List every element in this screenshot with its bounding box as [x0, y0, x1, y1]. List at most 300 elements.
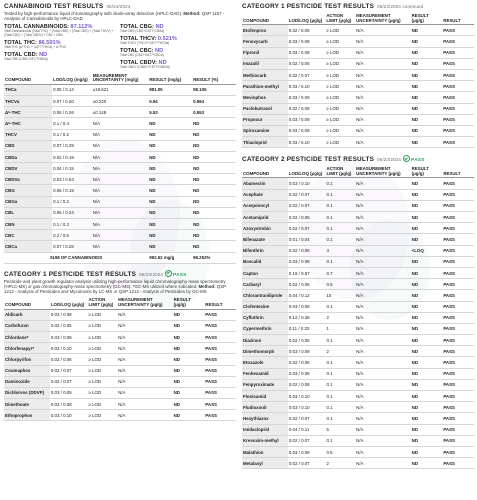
compound-name: Chlordane*: [4, 331, 50, 342]
compound-name: Aldicarb: [4, 309, 50, 320]
table-cell: N/A: [355, 178, 410, 189]
table-cell: ≥ LOD: [87, 309, 117, 320]
table-row: [4, 241, 236, 252]
table-cell: 0.02 / 0.07: [288, 413, 326, 424]
table-cell: ≥ LOD: [325, 47, 355, 58]
table-header-row: [4, 297, 236, 309]
total-item: [120, 48, 236, 58]
compound-name: Cyfluthrin: [242, 312, 288, 323]
table-cell: 0.03 / 0.10: [288, 81, 326, 92]
table-cell: ≥ LOD: [325, 92, 355, 103]
table-cell: N/A: [117, 410, 172, 421]
table-cell: ND: [173, 354, 205, 365]
table-cell: ND: [411, 346, 443, 357]
table-row: [242, 92, 474, 103]
compound-name: THCVa: [4, 95, 52, 106]
table-cell: ND: [192, 118, 236, 129]
table-cell: 0.1: [325, 402, 355, 413]
table-cell: 0.19 / 0.57: [288, 267, 326, 278]
test-date: 06/23/2024: [139, 271, 164, 277]
table-cell: N/A: [355, 200, 410, 211]
test-date: 06/23/2024: [377, 157, 402, 163]
table-cell: ND: [411, 114, 443, 125]
table-row: [242, 103, 474, 114]
table-cell: 0.1: [325, 391, 355, 402]
table-row: [242, 435, 474, 446]
table-cell: 0.1 / 0.4: [52, 118, 92, 129]
compound-name: Δ⁹-THC: [4, 107, 52, 118]
table-cell: ≥ LOD: [325, 58, 355, 69]
compound-name: CBN: [4, 219, 52, 230]
pass-badge: [165, 270, 187, 278]
table-header-row: [242, 166, 474, 178]
table-cell: N/A: [355, 458, 410, 469]
table-cell: 0.03 / 0.53: [52, 174, 92, 185]
table-cell: PASS: [204, 376, 236, 387]
table-cell: 0.1: [325, 335, 355, 346]
table-cell: 0.02 / 0.06: [288, 379, 326, 390]
table-cell: PASS: [442, 267, 474, 278]
total-item: [120, 24, 236, 34]
column-header: COMPOUND: [242, 13, 288, 25]
table-row: [242, 391, 474, 402]
table-cell: 0.07 / 0.28: [52, 241, 92, 252]
table-cell: 0.03 / 0.10: [50, 343, 88, 354]
totals-left: [4, 22, 120, 69]
table-cell: N/A: [355, 92, 411, 103]
total-value: ND: [155, 24, 164, 31]
table-row: [4, 410, 236, 421]
cat2-pesticide-table: [242, 166, 474, 469]
table-cell: 0.1: [325, 413, 355, 424]
table-cell: N/A: [92, 196, 148, 207]
right-column: [242, 0, 474, 469]
table-cell: ND: [192, 174, 236, 185]
compound-name: Etofenprox: [242, 25, 288, 36]
cannabinoid-table: [4, 73, 236, 264]
compound-name: Parathion-methyl: [242, 81, 288, 92]
table-cell: PASS: [442, 379, 474, 390]
table-row: [4, 163, 236, 174]
table-cell: ≥ LOD: [87, 354, 117, 365]
total-formula: Total CBC (CBC+0.877*CBCa): [120, 53, 164, 57]
table-cell: N/A: [92, 185, 148, 196]
compound-name: Chlorfenapyr*: [4, 343, 50, 354]
table-cell: N/A: [117, 376, 172, 387]
total-name: TOTAL CBC:: [120, 48, 154, 54]
table-cell: ND: [148, 140, 192, 151]
compound-name: Daminozide: [4, 376, 50, 387]
table-cell: ND: [411, 323, 443, 334]
table-cell: ≥ LOD: [325, 114, 355, 125]
table-cell: ND: [192, 230, 236, 241]
table-cell: 0.1: [325, 368, 355, 379]
table-row: [4, 320, 236, 331]
table-cell: PASS: [442, 256, 474, 267]
table-cell: ≥ LOD: [87, 376, 117, 387]
table-cell: 0.1: [325, 301, 355, 312]
compound-name: Fenpyroximate: [242, 379, 288, 390]
table-cell: N/A: [355, 391, 410, 402]
test-date: 06/23/2024 continued: [377, 4, 424, 9]
table-cell: ND: [192, 140, 236, 151]
table-row: [242, 413, 474, 424]
table-cell: N/A: [355, 346, 410, 357]
table-cell: 981.05: [148, 84, 192, 95]
table-cell: 0.02 / 0.06: [50, 354, 88, 365]
compound-name: CBDV: [4, 163, 52, 174]
column-header: MEASUREMENT UNCERTAINTY (mg/g): [92, 73, 148, 85]
table-cell: ND: [192, 196, 236, 207]
table-cell: PASS: [442, 137, 474, 148]
table-cell: ≥ LOD: [325, 81, 355, 92]
table-cell: N/A: [92, 118, 148, 129]
table-cell: ND: [411, 379, 443, 390]
table-cell: ND: [192, 185, 236, 196]
check-circle-icon: [403, 155, 410, 162]
compound-name: Azoxystrobin: [242, 223, 288, 234]
total-formula: Total CBDV (CBDV+0.877*CBDVa): [120, 64, 170, 69]
table-cell: 0.1: [325, 223, 355, 234]
table-cell: ND: [411, 69, 443, 80]
table-cell: PASS: [204, 343, 236, 354]
table-cell: ND: [411, 290, 443, 301]
table-cell: ND: [411, 234, 443, 245]
table-cell: N/A: [355, 189, 410, 200]
compound-name: CBDa: [4, 151, 52, 162]
total-formula: Total THCV (THCV+0.877*THCVa): [120, 41, 170, 46]
table-cell: ND: [411, 413, 443, 424]
total-formula: Total Cannabinoids (Total THC) + (Total CBD) + (Total CBG) + (Total THCV) + (Total CBC) + (Total CBDV) + CBL + CBN: [4, 29, 114, 38]
table-row: [4, 219, 236, 230]
table-cell: 2: [325, 312, 355, 323]
compound-name: Acequinocyl: [242, 200, 288, 211]
table-cell: PASS: [442, 435, 474, 446]
table-cell: 0.02 / 0.07: [288, 435, 326, 446]
table-row: [242, 234, 474, 245]
table-cell: N/A: [92, 140, 148, 151]
table-cell: ≥ LOD: [325, 125, 355, 136]
table-cell: 0.03 / 0.09: [288, 446, 326, 457]
table-cell: N/A: [92, 151, 148, 162]
table-cell: N/A: [355, 103, 411, 114]
column-header: LOD/LOQ (μg/g): [50, 297, 88, 309]
table-cell: 0.5: [325, 279, 355, 290]
compound-name: Flonicamid: [242, 391, 288, 402]
table-cell: N/A: [92, 230, 148, 241]
table-cell: PASS: [442, 458, 474, 469]
table-cell: 0.03 / 0.10: [288, 137, 326, 148]
table-cell: 0.03 / 0.09: [288, 92, 326, 103]
compound-name: Chlorpyrifos: [4, 354, 50, 365]
total-item: [4, 24, 120, 38]
table-cell: PASS: [204, 354, 236, 365]
pass-badge: [403, 155, 425, 163]
table-row: [4, 399, 236, 410]
compound-name: Captan: [242, 267, 288, 278]
table-cell: PASS: [442, 125, 474, 136]
column-header: COMPOUND: [4, 73, 52, 85]
table-cell: ND: [173, 376, 205, 387]
table-cell: N/A: [355, 301, 410, 312]
table-cell: 0.2 / 0.5: [52, 230, 92, 241]
table-cell: ±19.621: [92, 84, 148, 95]
compound-name: Propoxur: [242, 114, 288, 125]
table-cell: N/A: [117, 354, 172, 365]
section-title-text: CATEGORY 1 PESTICIDE TEST RESULTS: [4, 270, 137, 278]
table-cell: N/A: [355, 312, 410, 323]
table-row: [4, 174, 236, 185]
table-cell: PASS: [442, 368, 474, 379]
compound-name: Abamectin: [242, 178, 288, 189]
compound-name: Bifenthrin: [242, 245, 288, 256]
table-cell: 0.11 / 0.32: [288, 323, 326, 334]
table-cell: N/A: [117, 331, 172, 342]
compound-name: Dichlorvos (DDVP): [4, 387, 50, 398]
table-cell: 2: [325, 346, 355, 357]
table-row: [242, 47, 474, 58]
table-row: [242, 458, 474, 469]
table-cell: 0.06 / 0.26: [52, 107, 92, 118]
column-header: RESULT: [442, 13, 474, 25]
table-cell: ND: [192, 219, 236, 230]
table-cell: PASS: [204, 331, 236, 342]
table-cell: 0.04 / 0.11: [288, 424, 326, 435]
table-cell: ND: [411, 267, 443, 278]
total-name: TOTAL THCV:: [120, 36, 157, 43]
table-cell: PASS: [204, 365, 236, 376]
table-cell: N/A: [355, 323, 410, 334]
compound-name: Imazalil: [242, 58, 288, 69]
compound-name: Fenoxycarb: [242, 36, 288, 47]
table-cell: 5.94: [148, 95, 192, 106]
table-cell: ≥ LOD: [325, 69, 355, 80]
table-cell: 5: [325, 424, 355, 435]
table-cell: 0.02 / 0.07: [288, 69, 326, 80]
table-cell: 0.1: [325, 435, 355, 446]
compound-name: Carbofuran: [4, 320, 50, 331]
table-cell: 2: [325, 458, 355, 469]
table-cell: PASS: [442, 413, 474, 424]
table-cell: 0.1 / 0.3: [52, 219, 92, 230]
table-cell: ≥ LOD: [87, 331, 117, 342]
table-row: [4, 387, 236, 398]
table-cell: 0.03 / 0.08: [288, 125, 326, 136]
compound-name: Ethoprophos: [4, 410, 50, 421]
table-cell: 0.02 / 0.07: [288, 458, 326, 469]
table-row: [242, 114, 474, 125]
table-cell: ≥ LOD: [325, 36, 355, 47]
table-row: [242, 200, 474, 211]
compound-name: Kresoxim-methyl: [242, 435, 288, 446]
compound-name: Bifenazate: [242, 234, 288, 245]
table-cell: 0.1 / 0.2: [52, 196, 92, 207]
method-text: QSP 1157 - Analysis of Cannabinoids by HPLC-DAD: [4, 11, 225, 22]
table-cell: ND: [411, 256, 443, 267]
table-cell: 0.03 / 0.09: [288, 346, 326, 357]
pass-badge-label: PASS: [411, 158, 425, 164]
table-row: [4, 185, 236, 196]
column-header: MEASUREMENT UNCERTAINTY (μg/g): [355, 166, 410, 178]
table-cell: 0.1: [325, 256, 355, 267]
table-cell: ND: [411, 335, 443, 346]
compound-name: Hexythiazox: [242, 413, 288, 424]
compound-name: Malathion: [242, 446, 288, 457]
compound-name: Boscalid: [242, 256, 288, 267]
compound-name: Imidacloprid: [242, 424, 288, 435]
column-header: RESULT (mg/g): [148, 73, 192, 85]
total-item: [4, 52, 120, 62]
table-cell: ND: [173, 309, 205, 320]
test-date: 06/24/2024: [106, 4, 131, 9]
table-cell: N/A: [355, 81, 411, 92]
totals-right: [120, 22, 236, 69]
table-cell: N/A: [355, 413, 410, 424]
column-header: ACTION LIMIT (μg/g): [87, 297, 117, 309]
table-cell: N/A: [355, 379, 410, 390]
table-row: [242, 368, 474, 379]
table-cell: N/A: [92, 219, 148, 230]
table-row: [4, 84, 236, 95]
table-cell: 0.02 / 0.07: [288, 189, 326, 200]
table-cell: 0.07 / 0.29: [52, 140, 92, 151]
table-row: [242, 279, 474, 290]
column-header: RESULT (μg/g): [411, 166, 443, 178]
table-cell: 0.03 / 0.10: [288, 178, 326, 189]
table-cell: ND: [411, 446, 443, 457]
table-row: [242, 69, 474, 80]
method-label: Method:: [183, 11, 201, 16]
table-cell: ND: [148, 219, 192, 230]
table-cell: <LOQ: [411, 245, 443, 256]
table-cell: 0.03 / 0.09: [288, 114, 326, 125]
table-cell: 0.03 / 0.08: [288, 36, 326, 47]
table-cell: ND: [411, 25, 443, 36]
table-cell: ND: [192, 241, 236, 252]
table-cell: 0.1 / 0.2: [52, 129, 92, 140]
table-cell: PASS: [442, 178, 474, 189]
table-row: [4, 230, 236, 241]
table-cell: ND: [192, 207, 236, 218]
table-row: [4, 331, 236, 342]
table-cell: ND: [411, 391, 443, 402]
total-name: TOTAL CANNABINOIDS:: [4, 24, 69, 31]
table-cell: ND: [411, 92, 443, 103]
table-row: [242, 301, 474, 312]
table-cell: ND: [411, 200, 443, 211]
table-cell: 0.03 / 0.08: [50, 399, 88, 410]
total-value: 86.591%: [38, 40, 61, 46]
description-text: Tested by high-performance liquid chromatography with diode-array detection (HPLC-DAD).: [4, 11, 183, 16]
cat1-continued-section-title: [242, 3, 474, 10]
table-cell: 10: [325, 290, 355, 301]
table-row: [242, 25, 474, 36]
compound-name: Acephate: [242, 189, 288, 200]
table-cell: PASS: [442, 346, 474, 357]
table-cell: ND: [411, 58, 443, 69]
table-row: [242, 312, 474, 323]
total-name: TOTAL THC:: [4, 40, 37, 46]
table-row: [242, 178, 474, 189]
table-cell: 0.02 / 0.05: [288, 103, 326, 114]
table-cell: PASS: [204, 320, 236, 331]
table-cell: PASS: [442, 69, 474, 80]
section-title-text: CATEGORY 2 PESTICIDE TEST RESULTS: [242, 156, 375, 164]
table-cell: 0.1: [325, 357, 355, 368]
table-row: [4, 196, 236, 207]
table-cell: PASS: [442, 212, 474, 223]
table-cell: PASS: [442, 402, 474, 413]
compound-name: CBL: [4, 207, 52, 218]
total-value: 87.112%: [70, 24, 93, 31]
table-cell: PASS: [442, 290, 474, 301]
table-cell: ND: [411, 458, 443, 469]
table-cell: 0.12 / 0.38: [288, 312, 326, 323]
column-header: ACTION LIMIT (μg/g): [325, 166, 355, 178]
table-cell: ≥ LOD: [325, 25, 355, 36]
table-row: [242, 58, 474, 69]
table-cell: ±0.220: [92, 95, 148, 106]
table-cell: 0.02 / 0.06: [288, 279, 326, 290]
table-cell: N/A: [355, 234, 410, 245]
table-cell: 5.53: [148, 107, 192, 118]
table-row: [242, 323, 474, 334]
table-cell: ≥ LOD: [87, 410, 117, 421]
table-cell: 0.03 / 0.08: [50, 331, 88, 342]
column-header: RESULT (μg/g): [411, 13, 443, 25]
total-item: [120, 60, 236, 70]
column-header: LOD/LOQ (mg/g): [52, 73, 92, 85]
table-cell: 0.5: [325, 446, 355, 457]
table-cell: ND: [411, 424, 443, 435]
table-row: [242, 357, 474, 368]
table-cell: PASS: [442, 114, 474, 125]
compound-name: THCV: [4, 129, 52, 140]
compound-name: Fipronil: [242, 47, 288, 58]
total-name: TOTAL CBD:: [4, 51, 38, 58]
table-cell: 98.105: [192, 84, 236, 95]
table-cell: N/A: [92, 207, 148, 218]
table-cell: PASS: [442, 424, 474, 435]
table-cell: 0.02 / 0.19: [52, 151, 92, 162]
table-cell: ND: [411, 36, 443, 47]
table-cell: 0.06 / 0.19: [52, 185, 92, 196]
table-cell: 0.06 / 0.24: [52, 207, 92, 218]
table-cell: N/A: [117, 309, 172, 320]
compound-name: Cypermethrin: [242, 323, 288, 334]
table-row: [242, 402, 474, 413]
table-row: [4, 354, 236, 365]
column-header: RESULT: [442, 166, 474, 178]
cannabinoid-section-title: [4, 3, 236, 10]
table-row: [242, 223, 474, 234]
table-cell: 0.1: [325, 234, 355, 245]
table-cell: N/A: [355, 36, 411, 47]
table-row: [242, 125, 474, 136]
table-row: [4, 129, 236, 140]
table-cell: ±0.148: [92, 107, 148, 118]
table-cell: 0.02 / 0.07: [288, 200, 326, 211]
table-cell: N/A: [355, 137, 411, 148]
table-row: [242, 424, 474, 435]
column-header: COMPOUND: [4, 297, 50, 309]
cat1-description: [4, 279, 236, 295]
table-cell: 0.02 / 0.06: [288, 58, 326, 69]
table-row: [242, 81, 474, 92]
table-cell: 0.03 / 0.09: [288, 368, 326, 379]
table-cell: ND: [411, 357, 443, 368]
table-cell: PASS: [442, 245, 474, 256]
